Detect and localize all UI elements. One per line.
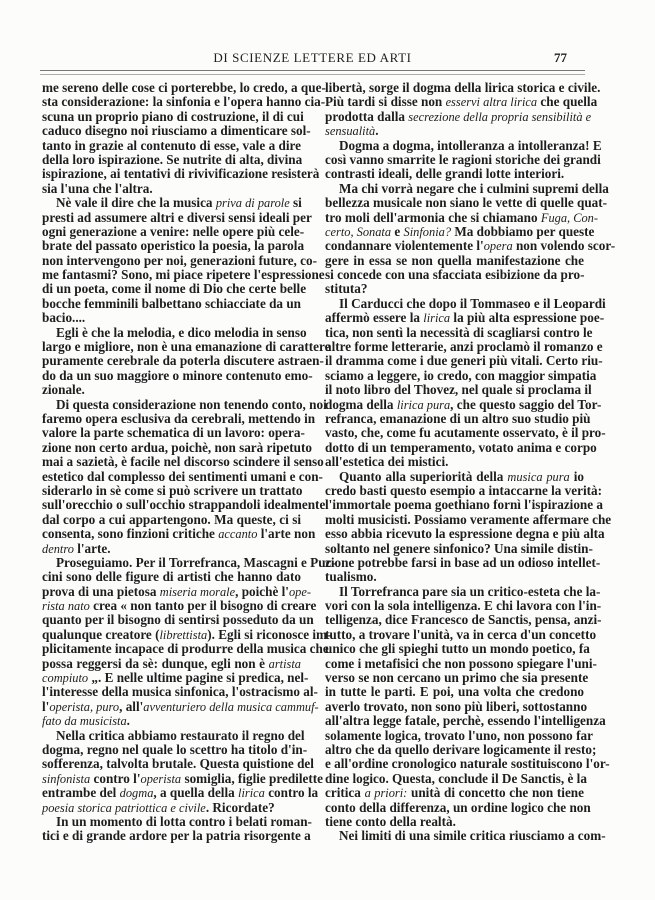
- paragraph: [325, 137, 602, 182]
- text-run: non volendo scor-: [512, 238, 616, 254]
- text-run: dotto di un temperamento, votato anima e corpo: [325, 439, 597, 455]
- text-line: [325, 455, 584, 469]
- text-line: [42, 139, 301, 153]
- text-run: soltanto nel genere sinfonico? Una simile distin-: [325, 540, 593, 556]
- text-line: [325, 324, 593, 340]
- text-line: [325, 511, 612, 527]
- text-run: stituta?: [325, 281, 368, 297]
- text-line: [325, 799, 591, 815]
- paragraph: [325, 80, 601, 139]
- text-run: bocche femminili balbettano schiacciate da un: [42, 295, 301, 311]
- text-run: non intervengono per noi, generazioni future, co-: [42, 252, 317, 268]
- italic-text-run: lirica pura: [396, 397, 451, 412]
- text-run: altro che da quello derivare logicamente il resto;: [325, 741, 597, 757]
- paragraph: [325, 295, 606, 470]
- text-run: conto della differenza, un ordine logico che non: [325, 799, 591, 815]
- text-line: [325, 137, 602, 153]
- paragraph: [325, 180, 616, 297]
- text-run: zione non certo ardua, poichè, non sarà ripetuto: [42, 439, 312, 455]
- text-run: all'estetica dei mistici.: [325, 454, 449, 470]
- italic-text-run: sinfonista: [42, 771, 91, 786]
- text-line: [325, 339, 603, 355]
- paragraph: [42, 554, 336, 729]
- text-line: [325, 151, 601, 167]
- italic-text-run: Fuga, Con-: [540, 210, 599, 225]
- header-rule: [40, 70, 585, 75]
- text-run: siderarlo in sè come si può scrivere un trattato: [42, 482, 303, 498]
- text-run: si: [289, 195, 302, 211]
- text-run: bacio....: [42, 310, 86, 326]
- italic-text-run: operista, puro: [49, 699, 120, 714]
- text-line: [325, 655, 597, 671]
- text-line: [42, 698, 319, 714]
- text-line: [42, 641, 329, 657]
- italic-text-run: priva di parole: [215, 196, 290, 211]
- text-run: Il Carducci che dopo il Tommaseo e il Leopardi: [339, 295, 606, 311]
- text-line: [325, 94, 598, 110]
- text-run: prova di una pietosa: [42, 583, 160, 599]
- text-run: brate del passato operistico la poesia, la parola: [42, 238, 305, 254]
- text-run: scuna un proprio piano di costruzione, il di cui: [42, 108, 304, 124]
- text-line: [42, 583, 312, 599]
- italic-text-run: lirica: [423, 311, 451, 326]
- text-line: [325, 425, 606, 441]
- text-line: [42, 542, 301, 556]
- italic-text-run: poesia storica patriottica e civile: [42, 800, 206, 815]
- text-run: altre forme letterarie, anzi proclamò il romanzo e: [325, 339, 603, 355]
- text-line: [325, 195, 608, 211]
- italic-text-run: rista nato: [42, 599, 90, 614]
- text-run: Nè vale il dire che la musica: [56, 195, 216, 211]
- text-run: sta considerazione: la sinfonia e l'opera hanno cia-: [42, 94, 326, 110]
- text-run: dogma della: [325, 396, 397, 412]
- text-run: consenta, sono finzioni critiche: [42, 526, 219, 542]
- text-run: l'arte non: [257, 526, 316, 542]
- text-run: il dramma come i due generi più vitali. Certo riu-: [325, 353, 603, 369]
- text-run: tiene conto della realtà.: [325, 813, 456, 829]
- italic-text-run: a priori:: [364, 786, 408, 801]
- text-line: [42, 297, 301, 311]
- text-line: [42, 801, 301, 815]
- text-line: [42, 497, 326, 513]
- text-line: [42, 396, 327, 412]
- text-run: l': [42, 698, 50, 714]
- text-run: Il Torrefranca pare sia un critico-esteta che la-: [339, 583, 601, 599]
- text-line: [325, 238, 616, 254]
- paragraph: [325, 583, 610, 830]
- text-run: averlo trovato, non sono più liberi, sottostanno: [325, 698, 588, 714]
- text-run: mai a sazietà, è facile nel discorso scindere il senso: [42, 454, 324, 470]
- text-run: somiglia, figlie predilette: [181, 770, 324, 786]
- text-line: [325, 167, 584, 181]
- text-run: ). Egli si riconosce im-: [207, 626, 332, 642]
- text-run: , a quella della: [153, 785, 239, 801]
- text-line: [325, 180, 609, 196]
- text-run: In un momento di lotta contro i belati roman-: [56, 813, 312, 829]
- text-run: me sereno delle cose ci porterebbe, lo credo, a que-: [42, 80, 326, 95]
- italic-text-run: librettista: [159, 627, 208, 642]
- right-column: [325, 80, 616, 844]
- text-run: Egli è che la melodia, e dico melodia in senso: [56, 324, 307, 340]
- text-line: [325, 612, 602, 628]
- text-line: [42, 410, 316, 426]
- text-run: Ma dobbiamo per queste: [451, 223, 595, 239]
- text-run: ogni generazione a venire: nelle opere più cele-: [42, 223, 305, 239]
- text-run: telligenza, dice Francesco de Sanctis, pensa, anzi-: [325, 612, 602, 628]
- text-run: unico che gli spieghi tutto un mondo poetico, fa: [325, 641, 590, 657]
- text-run: Di questa considerazione non tenendo conto, noi: [56, 396, 327, 412]
- text-run: cini sono delle figure di artisti che hanno dato: [42, 569, 301, 585]
- paragraph: [42, 195, 325, 326]
- text-run: zionale.: [42, 382, 85, 398]
- text-run: così vanno smarrite le ragioni storiche dei grandi: [325, 151, 601, 167]
- text-run: sull'orecchio o sull'occhio strappandoli idealmente: [42, 497, 326, 513]
- text-line: [42, 526, 316, 542]
- text-run: ispirazione, ai tentativi di rivivificazione resisterà: [42, 166, 320, 182]
- paragraph: [42, 396, 327, 556]
- text-line: [42, 223, 305, 239]
- text-run: tici e di grande ardore per la patria risorgente a: [42, 828, 311, 844]
- text-line: [325, 310, 605, 326]
- text-run: do da un suo maggiore o minore contenuto emo-: [42, 367, 313, 383]
- paragraph: [42, 80, 326, 196]
- text-line: [42, 267, 325, 283]
- text-run: possa reggersi da sè: dunque, egli non è: [42, 655, 269, 671]
- text-run: zione potrebbe farsi in base ad un odioso intellet-: [325, 554, 601, 570]
- text-run: esso abbia ricevuto la espressione degna e più alta: [325, 526, 605, 542]
- italic-text-run: avventuriero della musica cammuf-: [143, 699, 319, 714]
- text-line: [42, 166, 320, 182]
- text-run: Quanto alla superiorità della: [339, 468, 508, 484]
- text-run: caduco disegno noi riusciamo a dimenticare sol-: [42, 123, 311, 139]
- text-run: me fantasmi? Sono, mi piace ripetere l'espressione: [42, 267, 325, 283]
- text-run: della loro ispirazione. Se nutrite di alta, divina: [42, 151, 303, 167]
- text-line: [325, 741, 597, 757]
- running-title: DI SCIENZE LETTERE ED ARTI: [213, 50, 412, 65]
- text-run: la più alta espressione poe-: [450, 310, 605, 326]
- text-run: il noto libro del Thovez, nel quale si proclama il: [325, 382, 592, 398]
- text-run: l'immortale poema goethiano fornì l'ispirazione a: [325, 497, 604, 513]
- text-line: [325, 367, 597, 383]
- text-line: [42, 383, 301, 397]
- text-line: [42, 554, 336, 570]
- text-line: [325, 353, 603, 369]
- text-line: [42, 153, 301, 167]
- paragraph: [42, 324, 331, 398]
- italic-text-run: fato da musicista: [42, 714, 127, 729]
- text-line: [42, 468, 323, 484]
- text-run: puramente cerebrale da poterla discutere astraen-: [42, 353, 324, 369]
- text-line: [42, 311, 301, 325]
- italic-text-run: lirica: [238, 786, 265, 801]
- text-run: contrasti ideali, delle grandi lotte interiori.: [325, 166, 565, 182]
- text-run: crea « non tanto per il bisogno di creare: [89, 598, 317, 614]
- text-line: [325, 410, 591, 426]
- text-run: .: [126, 713, 130, 729]
- italic-text-run: Sinfonia?: [403, 224, 452, 239]
- text-line: [325, 685, 584, 699]
- text-line: [325, 727, 593, 743]
- text-line: [42, 741, 308, 757]
- text-run: .: [375, 123, 379, 139]
- text-run: tanto in grazie al contenuto di esse, vale a dire: [42, 137, 301, 153]
- text-line: [42, 785, 319, 801]
- text-line: [42, 670, 309, 686]
- text-run: „. E nelle ultime pagine si predica, nel-: [88, 670, 309, 686]
- text-line: [325, 828, 606, 844]
- text-run: Proseguiamo. Per il Torrefranca, Mascagni e Puc-: [56, 554, 336, 570]
- text-run: credo basti questo esempio a intaccarne la verità:: [325, 482, 603, 498]
- text-line: [42, 727, 305, 743]
- text-run: contro l': [90, 770, 141, 786]
- text-line: [325, 698, 588, 714]
- text-line: [325, 641, 590, 657]
- text-line: [325, 295, 606, 311]
- text-run: refranca, emanazione di un altro suo studio più: [325, 410, 591, 426]
- text-line: [325, 223, 595, 239]
- text-line: [325, 713, 606, 729]
- text-run: Nei limiti di una simile critica riusciamo a com-: [339, 828, 606, 844]
- text-line: [325, 382, 592, 398]
- text-run: condannare violentemente l': [325, 238, 484, 254]
- text-run: dogma, regno nel quale lo scettro ha titolo d'in-: [42, 741, 308, 757]
- text-run: all'altra legge fatale, perchè, essendo l'intelligenza: [325, 713, 606, 729]
- text-line: [325, 670, 589, 686]
- text-line: [325, 770, 587, 786]
- text-line: [42, 513, 301, 527]
- text-line: [42, 714, 301, 728]
- italic-text-run: musica pura: [507, 469, 570, 484]
- text-line: [42, 612, 314, 628]
- text-line: [325, 570, 584, 584]
- italic-text-run: miseria morale: [159, 584, 236, 599]
- text-line: [325, 254, 584, 268]
- text-run: . Ricordate?: [205, 799, 275, 815]
- text-line: [325, 124, 584, 138]
- text-line: [325, 470, 584, 484]
- text-line: [42, 281, 307, 297]
- text-line: [325, 540, 593, 556]
- text-line: [325, 482, 603, 498]
- text-run: in tutte le parti. E poi, una volta che credono: [325, 684, 584, 700]
- text-line: [325, 786, 584, 800]
- paragraph: [42, 813, 312, 844]
- text-line: [42, 196, 301, 210]
- paragraph: [325, 468, 612, 585]
- text-line: [325, 598, 602, 614]
- text-run: sofferenza, talvolta brutale. Questa quistione del: [42, 756, 314, 772]
- text-line: [325, 497, 604, 513]
- text-line: [42, 828, 311, 844]
- text-line: [42, 570, 301, 584]
- text-line: [42, 484, 301, 498]
- text-run: solamente logica, trovato l'uno, non possono far: [325, 727, 593, 743]
- text-run: affermò essere la: [325, 310, 424, 326]
- text-run: qualunque creatore (: [42, 626, 160, 642]
- text-run: sciamo a leggere, io credo, con maggior simpatia: [325, 367, 597, 383]
- text-run: bellezza musicale non siano le vette di quelle quat-: [325, 195, 608, 211]
- text-run: vori con la sola intelligenza. E chi lavora con l'in-: [325, 598, 602, 614]
- text-run: io: [569, 468, 585, 484]
- text-line: [325, 626, 597, 642]
- text-line: [42, 684, 318, 700]
- text-line: [42, 94, 326, 110]
- text-line: [42, 439, 312, 455]
- text-run: tutto, a trovare l'unità, va in cerca d'un concetto: [325, 626, 597, 642]
- text-run: l'arte.: [73, 540, 111, 556]
- text-run: valore la parte schematica di un lavoro: opera-: [42, 425, 305, 441]
- text-line: [42, 598, 317, 614]
- text-line: [42, 770, 324, 786]
- text-run: estetico dal complesso dei sentimenti umani e con-: [42, 468, 323, 484]
- text-run: faremo opera esclusiva da cerebrali, mettendo in: [42, 410, 316, 426]
- text-run: plicitamente incapace di produrre della musica che: [42, 641, 329, 657]
- text-run: e: [391, 223, 404, 239]
- text-line: [42, 657, 301, 671]
- text-run: critica: [325, 785, 365, 801]
- text-line: [42, 108, 304, 124]
- italic-text-run: dogma: [119, 786, 154, 801]
- text-line: [325, 268, 584, 282]
- text-run: prodotta dalla: [325, 108, 409, 124]
- text-run: di un poeta, come il nome di Dio che certe belle: [42, 281, 307, 297]
- text-line: [325, 282, 584, 296]
- text-line: [42, 756, 314, 772]
- italic-text-run: artista: [268, 656, 301, 671]
- text-run: presti ad assumere altri e diversi sensi ideali per: [42, 209, 312, 225]
- text-run: si concede con una sfacciata esibizione da pro-: [325, 267, 585, 283]
- text-run: unità di concetto che non tiene: [407, 785, 584, 801]
- running-head: [42, 50, 583, 70]
- italic-text-run: dentro: [42, 541, 74, 556]
- text-line: [42, 353, 324, 369]
- italic-text-run: secrezione della propria sensibilità e: [408, 109, 592, 124]
- text-line: [325, 209, 599, 225]
- text-run: libertà, sorge il dogma della lirica storica e civile.: [325, 80, 601, 95]
- text-line: [42, 123, 311, 139]
- text-run: molti musicisti. Possiamo veramente affermare che: [325, 511, 612, 527]
- text-run: tualismo.: [325, 569, 377, 585]
- text-run: l'interesse della musica sinfonica, l'ostracismo al-: [42, 684, 318, 700]
- text-run: Ma chi vorrà negare che i culmini supremi della: [339, 180, 609, 196]
- text-line: [325, 756, 610, 772]
- text-run: largo e migliore, non è una emanazione di carattere: [42, 339, 331, 355]
- text-run: quanto per il bisogno di sentirsi posseduto da un: [42, 612, 314, 628]
- text-line: [325, 526, 605, 542]
- text-run: tica, non sentì la necessità di scagliarsi contro le: [325, 324, 593, 340]
- text-line: [42, 324, 307, 340]
- text-run: contro la: [264, 785, 319, 801]
- text-run: e all'ordine cronologico naturale sostituiscono l'or-: [325, 756, 610, 772]
- text-run: verso se non cercano un primo che sia presente: [325, 670, 589, 686]
- italic-text-run: sensualità: [325, 124, 376, 139]
- text-run: , che questo saggio del Tor-: [450, 396, 602, 412]
- text-line: [42, 425, 305, 441]
- text-run: vasto, che, come fu acutamente osservato, è il pro-: [325, 425, 606, 441]
- text-run: sia l'una che l'altra.: [42, 180, 153, 196]
- italic-text-run: compiuto: [42, 671, 89, 686]
- text-run: Nella critica abbiamo restaurato il regno del: [56, 727, 305, 743]
- text-run: Più tardi si disse non: [325, 94, 446, 110]
- text-line: [42, 339, 331, 355]
- italic-text-run: certo, Sonata: [325, 224, 392, 239]
- text-run: entrambe del: [42, 785, 120, 801]
- italic-text-run: opera: [483, 239, 513, 254]
- text-run: dal corpo a cui appartengono. Ma queste, ci si: [42, 511, 301, 527]
- text-line: [325, 583, 601, 599]
- text-run: come i metafisici che non possono spiegare l'uni-: [325, 655, 597, 671]
- text-line: [325, 80, 601, 95]
- text-line: [42, 182, 301, 196]
- italic-text-run: esservi altra lirica: [445, 95, 538, 110]
- text-line: [42, 626, 332, 642]
- page-number: 77: [554, 50, 567, 65]
- text-line: [42, 80, 326, 95]
- italic-text-run: accanto: [218, 527, 258, 542]
- text-run: , poichè l': [235, 583, 289, 599]
- paragraph: [325, 828, 606, 844]
- text-line: [42, 252, 317, 268]
- text-line: [42, 209, 312, 225]
- text-line: [42, 454, 324, 470]
- italic-text-run: operista: [140, 771, 182, 786]
- text-line: [42, 367, 313, 383]
- text-line: [325, 439, 597, 455]
- text-line: [325, 554, 601, 570]
- text-run: gere in essa se non quella manifestazione che: [325, 252, 584, 268]
- text-line: [325, 396, 602, 412]
- left-column: [42, 80, 336, 844]
- text-run: dine logico. Questa, conclude il De Sanctis, è la: [325, 770, 587, 786]
- text-run: Dogma a dogma, intolleranza a intolleranza! E: [339, 137, 602, 153]
- text-run: tro moli dell'armonia che si chiamano: [325, 209, 541, 225]
- text-run: che quella: [537, 94, 598, 110]
- text-line: [42, 238, 305, 254]
- text-line: [42, 813, 312, 829]
- paragraph: [42, 727, 324, 815]
- italic-text-run: ope-: [288, 584, 312, 599]
- text-line: [325, 815, 584, 829]
- text-line: [325, 108, 592, 124]
- text-run: , all': [119, 698, 144, 714]
